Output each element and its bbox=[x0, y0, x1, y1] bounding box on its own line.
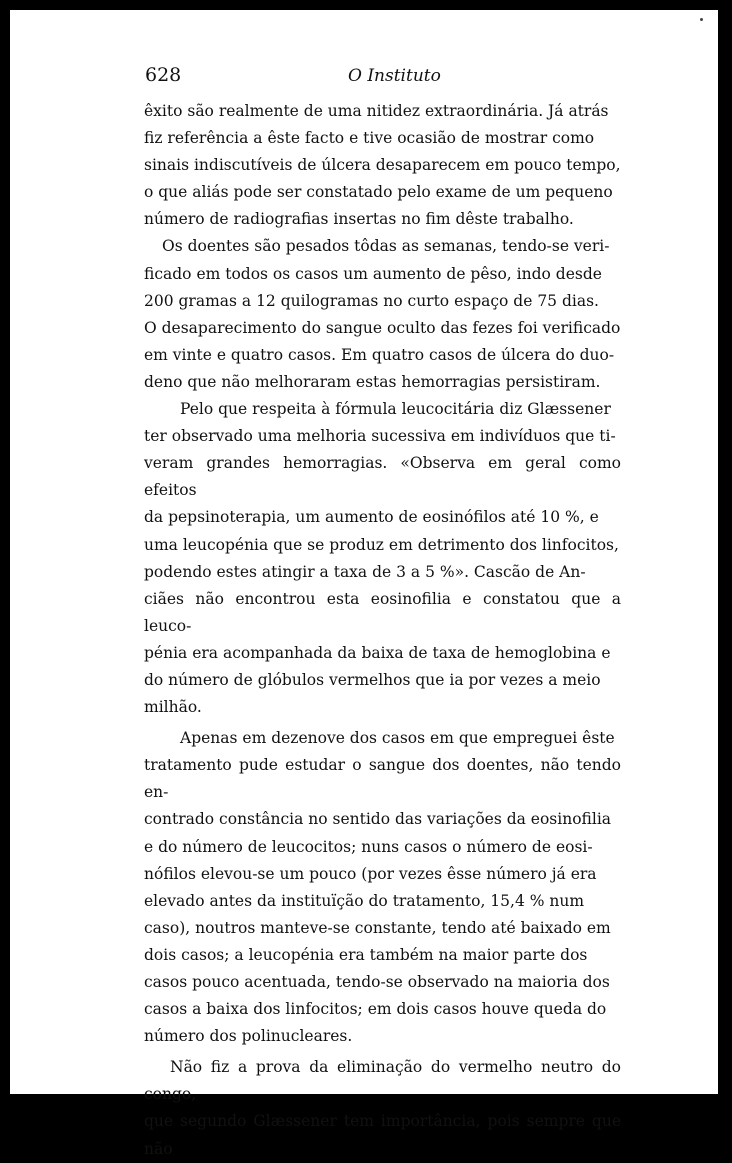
paragraph-3: Pelo que respeita à fórmula leucocitária diz Glæssener ter observado uma melhoria sucessiva em indivíduos que ti- veram grandes hemorragias. «Observa em geral como efeitos da pepsinoterapia, um aumento de eosinófilos até 10 %, e uma leucopénia que se produz em detrimento dos linfocitos, podendo estes atingir a taxa de 3 a 5 %». Cascão de An- ciães não encontrou esta eosinofilia e constatou que a leuco- pénia era acompanhada da baixa de taxa de hemoglobina e do número de glóbulos vermelhos que ia por vezes a meio milhão. bbox=[144, 400, 621, 717]
text-body bbox=[144, 98, 621, 1163]
paragraph-1: êxito são realmente de uma nitidez extraordinária. Já atrás fiz referência a êste facto e tive ocasião de mostrar como sinais indiscutíveis de úlcera desaparecem em pouco tempo, o que aliás pode ser constatado pelo exame de um pequeno número de radiografias insertas no fim dêste trabalho. bbox=[144, 102, 621, 229]
running-title: O Instituto bbox=[348, 66, 441, 86]
paragraph-5: Não fiz a prova da eliminação do vermelho neutro do congo, que segundo Glæssener tem importância, pois sempre que não bbox=[144, 1058, 621, 1158]
page bbox=[10, 10, 718, 1158]
running-head bbox=[10, 64, 718, 88]
paragraph-4: Apenas em dezenove dos casos em que empreguei êste tratamento pude estudar o sangue dos doentes, não tendo en- contrado constância no sentido das variações da eosinofilia e do número de leucocitos; nuns casos o número de eosi- nófilos elevou-se um pouco (por vezes êsse número já era elevado antes da instituïção do tratamento, 15,4 % num caso), noutros manteve-se constante, tendo até baixado em dois casos; a leucopénia era também na maior parte dos casos pouco acentuada, tendo-se observado na maioria dos casos a baixa dos linfocitos; em dois casos houve queda do número dos polinucleares. bbox=[144, 729, 621, 1046]
paragraph-2: Os doentes são pesados tôdas as semanas, tendo-se veri- ficado em todos os casos um aumento de pêso, indo desde 200 gramas a 12 quilogramas no curto espaço de 75 dias. O desaparecimento do sangue oculto das fezes foi verificado em vinte e quatro casos. Em quatro casos de úlcera do duo- deno que não melhoraram estas hemorragias persistiram. bbox=[144, 237, 621, 391]
ink-speck bbox=[700, 18, 703, 21]
page-number: 628 bbox=[145, 64, 182, 86]
